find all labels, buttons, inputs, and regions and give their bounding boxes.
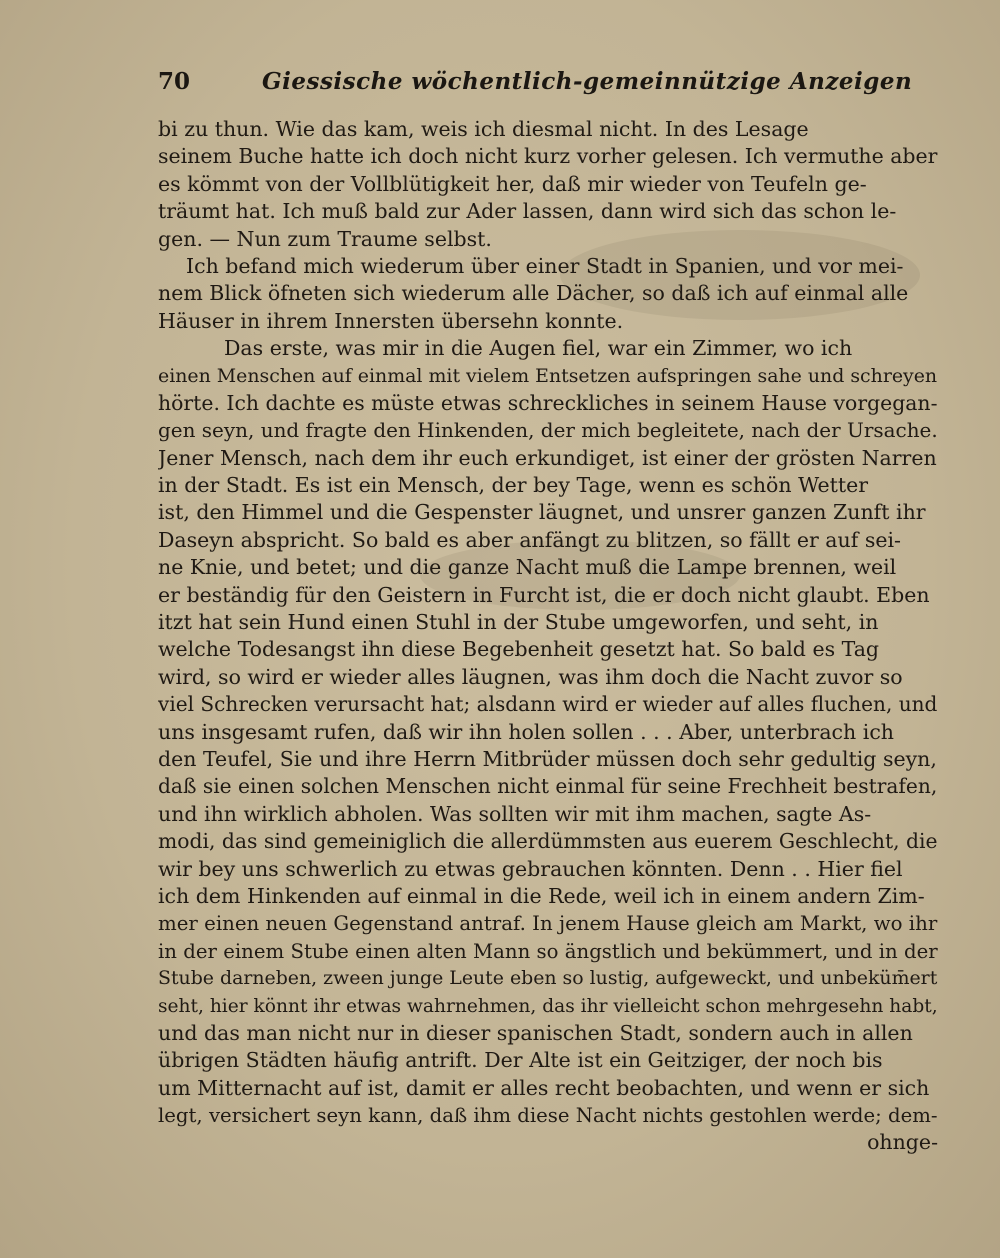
body-text xyxy=(158,116,938,1157)
paragraph-start-line: Das erste, was mir in die Augen fiel, war ein Zimmer, wo ich xyxy=(224,336,853,361)
text-line: Daseyn abspricht. So bald es aber anfängt zu blitzen, so fällt er auf sei- xyxy=(158,527,901,552)
text-line: in der Stadt. Es ist ein Mensch, der bey Tage, wenn es schön Wetter xyxy=(158,473,869,498)
catchword: ohnge- xyxy=(867,1130,938,1155)
text-line: ich dem Hinkenden auf einmal in die Rede, weil ich in einem andern Zim- xyxy=(158,883,925,908)
text-line: wird, so wird er wieder alles läugnen, was ihm doch die Nacht zuvor so xyxy=(158,664,903,689)
text-line: hörte. Ich dachte es müste etwas schreckliches in seinem Hause vorgegan- xyxy=(158,390,938,415)
text-line: gen seyn, und fragte den Hinkenden, der mich begleitete, nach der Ursache. xyxy=(158,418,938,443)
text-line: bi zu thun. Wie das kam, weis ich diesmal nicht. In des Lesage xyxy=(158,117,809,141)
text-line: Jener Mensch, nach dem ihr euch erkundiget, ist einer der grösten Narren xyxy=(158,445,937,470)
text-line: seht, hier könnt ihr etwas wahrnehmen, das ihr vielleicht schon mehrgesehn habt, xyxy=(158,995,938,1017)
text-line: nem Blick öfneten sich wiederum alle Dächer, so daß ich auf einmal alle xyxy=(158,281,909,306)
text-line: in der einem Stube einen alten Mann so ängstlich und bekümmert, und in der xyxy=(158,939,938,963)
text-line: einen Menschen auf einmal mit vielem Entsetzen aufspringen sahe und schreyen xyxy=(158,364,938,387)
page-number: 70 xyxy=(158,68,191,95)
text-line: Stube darneben, zween junge Leute eben so lustig, aufgeweckt, und unbeküm̄ert xyxy=(158,967,938,990)
text-line: ist, den Himmel und die Gespenster läugnet, und unsrer ganzen Zunft ihr xyxy=(158,500,926,525)
text-line: legt, versichert seyn kann, daß ihm diese Nacht nichts gestohlen werde; dem- xyxy=(158,1104,938,1128)
text-line: welche Todesangst ihn diese Begebenheit gesetzt hat. So bald es Tag xyxy=(158,637,880,662)
text-line: viel Schrecken verursacht hat; alsdann wird er wieder auf alles fluchen, und xyxy=(158,692,938,717)
text-line: daß sie einen solchen Menschen nicht einmal für seine Frechheit bestrafen, xyxy=(158,774,938,799)
text-line: gen. — Nun zum Traume selbst. xyxy=(158,226,492,251)
text-line: wir bey uns schwerlich zu etwas gebrauchen könnten. Denn . . Hier fiel xyxy=(158,856,903,881)
paragraph-start-line: Ich befand mich wiederum über einer Stadt in Spanien, und vor mei- xyxy=(186,253,904,278)
text-line: Häuser in ihrem Innersten übersehn konnte. xyxy=(158,308,624,333)
text-line: träumt hat. Ich muß bald zur Ader lassen, dann wird sich das schon le- xyxy=(158,199,897,224)
text-line: ne Knie, und betet; und die ganze Nacht muß die Lampe brennen, weil xyxy=(158,555,897,580)
text-line: um Mitternacht auf ist, damit er alles recht beobachten, und wenn er sich xyxy=(158,1075,930,1100)
text-line: seinem Buche hatte ich doch nicht kurz vorher gelesen. Ich vermuthe aber xyxy=(158,144,938,169)
text-line: itzt hat sein Hund einen Stuhl in der Stube umgeworfen, und seht, in xyxy=(158,610,879,635)
text-line: er beständig für den Geistern in Furcht ist, die er doch nicht glaubt. Eben xyxy=(158,582,930,607)
running-title: Giessische wöchentlich-gemeinnützige Anzeigen xyxy=(262,68,913,95)
text-line: mer einen neuen Gegenstand antraf. In jenem Hause gleich am Markt, wo ihr xyxy=(158,912,938,936)
text-line: uns insgesamt rufen, daß wir ihn holen sollen . . . Aber, unterbrach ich xyxy=(158,719,894,744)
text-line: es kömmt von der Vollblütigkeit her, daß mir wieder von Teufeln ge- xyxy=(158,171,867,196)
text-line: übrigen Städten häufig antrift. Der Alte ist ein Geitziger, der noch bis xyxy=(158,1048,883,1073)
text-line: und ihn wirklich abholen. Was sollten wir mit ihm machen, sagte As- xyxy=(158,801,872,826)
text-line: und das man nicht nur in dieser spanischen Stadt, sondern auch in allen xyxy=(158,1020,913,1045)
running-header xyxy=(158,66,913,102)
text-line: den Teufel, Sie und ihre Herrn Mitbrüder müssen doch sehr gedultig seyn, xyxy=(158,746,937,771)
text-line: modi, das sind gemeiniglich die allerdümmsten aus euerem Geschlecht, die xyxy=(158,829,938,854)
